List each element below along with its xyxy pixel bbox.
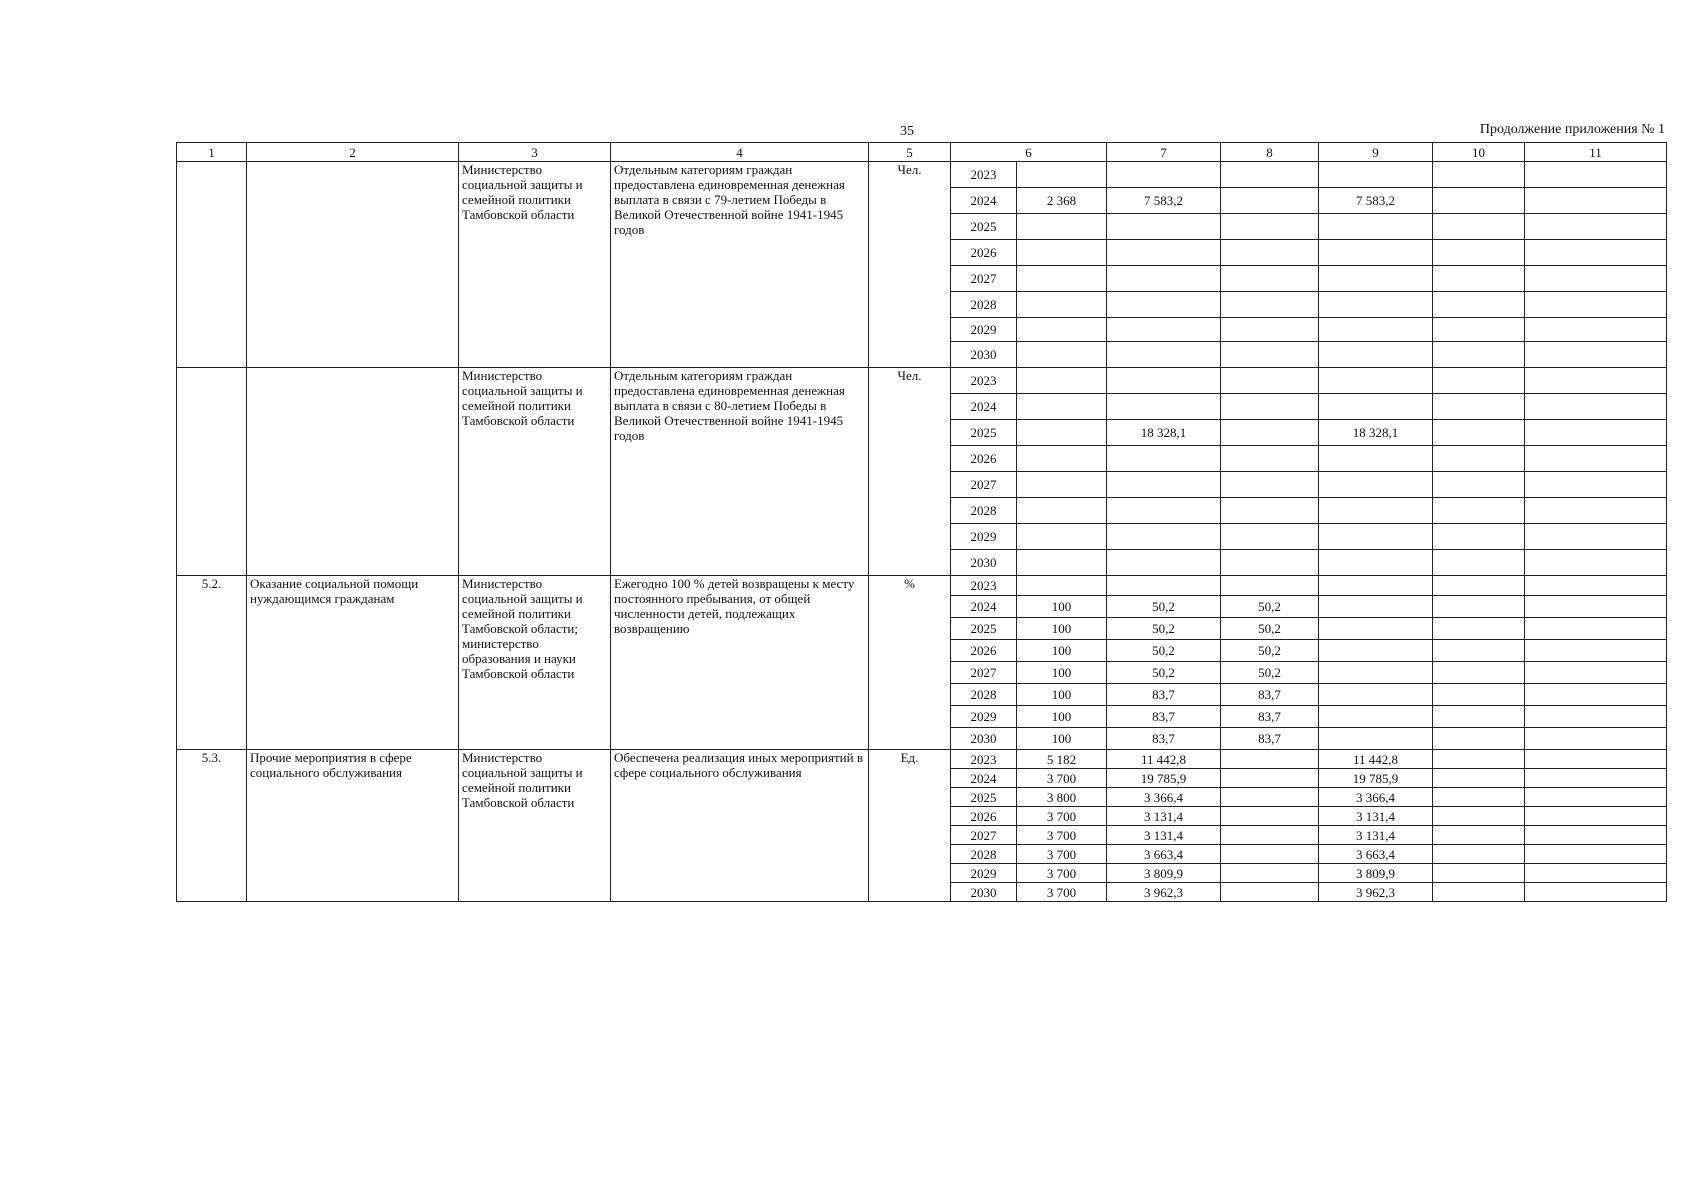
value-cell: 19 785,9 (1319, 769, 1433, 788)
year-cell: 2030 (951, 728, 1017, 750)
value-cell: 19 785,9 (1107, 769, 1221, 788)
value-cell: 3 131,4 (1319, 807, 1433, 826)
value-cell (1319, 662, 1433, 684)
header-col-9: 9 (1319, 143, 1433, 162)
year-cell: 2025 (951, 788, 1017, 807)
value-cell: 83,7 (1107, 706, 1221, 728)
value-cell (1433, 342, 1525, 368)
header-col-6: 6 (951, 143, 1107, 162)
value-cell (1107, 318, 1221, 342)
row-organization: Министерство социальной защиты и семейной политики Тамбовской области (459, 750, 611, 902)
row-unit: Чел. (869, 162, 951, 368)
value-cell: 7 583,2 (1107, 188, 1221, 214)
value-cell (1319, 684, 1433, 706)
value-cell (1433, 662, 1525, 684)
year-cell: 2029 (951, 318, 1017, 342)
value-cell: 3 700 (1017, 769, 1107, 788)
value-cell (1433, 472, 1525, 498)
value-cell (1017, 292, 1107, 318)
value-cell (1221, 368, 1319, 394)
value-cell (1107, 524, 1221, 550)
value-cell (1525, 684, 1667, 706)
value-cell: 3 809,9 (1107, 864, 1221, 883)
value-cell (1433, 318, 1525, 342)
value-cell: 50,2 (1221, 662, 1319, 684)
value-cell (1221, 162, 1319, 188)
value-cell (1319, 550, 1433, 576)
value-cell (1433, 864, 1525, 883)
value-cell: 3 366,4 (1319, 788, 1433, 807)
value-cell (1525, 769, 1667, 788)
year-cell: 2023 (951, 750, 1017, 769)
value-cell: 3 366,4 (1107, 788, 1221, 807)
value-cell (1525, 618, 1667, 640)
value-cell (1433, 684, 1525, 706)
value-cell (1319, 576, 1433, 596)
page-number: 35 (900, 124, 914, 139)
value-cell (1525, 420, 1667, 446)
table-row (177, 368, 1667, 394)
value-cell (1433, 446, 1525, 472)
value-cell (1525, 576, 1667, 596)
value-cell: 50,2 (1107, 618, 1221, 640)
value-cell (1319, 214, 1433, 240)
value-cell (1319, 618, 1433, 640)
value-cell (1017, 498, 1107, 524)
value-cell: 100 (1017, 662, 1107, 684)
year-cell: 2028 (951, 498, 1017, 524)
value-cell (1319, 728, 1433, 750)
value-cell: 3 700 (1017, 845, 1107, 864)
value-cell (1525, 394, 1667, 420)
value-cell (1221, 292, 1319, 318)
value-cell (1433, 728, 1525, 750)
value-cell (1433, 214, 1525, 240)
table-row (177, 750, 1667, 769)
value-cell: 3 962,3 (1107, 883, 1221, 902)
value-cell (1433, 769, 1525, 788)
value-cell (1221, 472, 1319, 498)
row-name (247, 162, 459, 368)
value-cell: 50,2 (1221, 618, 1319, 640)
value-cell: 100 (1017, 728, 1107, 750)
value-cell (1433, 618, 1525, 640)
value-cell (1107, 214, 1221, 240)
header-col-7: 7 (1107, 143, 1221, 162)
value-cell (1221, 446, 1319, 472)
value-cell: 100 (1017, 618, 1107, 640)
value-cell (1525, 368, 1667, 394)
year-cell: 2023 (951, 368, 1017, 394)
value-cell (1107, 292, 1221, 318)
value-cell: 83,7 (1107, 728, 1221, 750)
value-cell (1319, 162, 1433, 188)
header-col-3: 3 (459, 143, 611, 162)
value-cell: 11 442,8 (1107, 750, 1221, 769)
value-cell (1433, 550, 1525, 576)
year-cell: 2026 (951, 640, 1017, 662)
value-cell (1319, 640, 1433, 662)
value-cell (1107, 472, 1221, 498)
value-cell (1221, 240, 1319, 266)
value-cell (1107, 342, 1221, 368)
row-result: Отдельным категориям граждан предоставлена единовременная денежная выплата в связи с 79-летием Победы в Великой Отечественной войне 1941-1945 годов (611, 162, 869, 368)
year-cell: 2026 (951, 240, 1017, 266)
value-cell (1107, 368, 1221, 394)
value-cell (1319, 368, 1433, 394)
value-cell (1525, 640, 1667, 662)
year-cell: 2028 (951, 845, 1017, 864)
value-cell (1319, 266, 1433, 292)
header-row (177, 143, 1667, 162)
value-cell (1017, 394, 1107, 420)
value-cell (1017, 342, 1107, 368)
year-cell: 2027 (951, 472, 1017, 498)
program-table (176, 142, 1667, 902)
value-cell: 50,2 (1107, 640, 1221, 662)
row-unit: % (869, 576, 951, 750)
value-cell (1525, 498, 1667, 524)
value-cell (1319, 706, 1433, 728)
value-cell: 3 131,4 (1319, 826, 1433, 845)
row-number (177, 368, 247, 576)
value-cell (1433, 845, 1525, 864)
value-cell (1433, 640, 1525, 662)
value-cell (1221, 576, 1319, 596)
year-cell: 2030 (951, 342, 1017, 368)
value-cell (1525, 524, 1667, 550)
year-cell: 2024 (951, 769, 1017, 788)
row-unit: Чел. (869, 368, 951, 576)
value-cell (1107, 162, 1221, 188)
value-cell (1525, 342, 1667, 368)
value-cell (1433, 524, 1525, 550)
value-cell (1221, 550, 1319, 576)
year-cell: 2026 (951, 807, 1017, 826)
value-cell (1525, 472, 1667, 498)
value-cell (1221, 883, 1319, 902)
value-cell: 50,2 (1107, 662, 1221, 684)
value-cell: 3 962,3 (1319, 883, 1433, 902)
row-organization: Министерство социальной защиты и семейной политики Тамбовской области (459, 368, 611, 576)
year-cell: 2024 (951, 596, 1017, 618)
value-cell (1525, 883, 1667, 902)
value-cell (1525, 266, 1667, 292)
value-cell (1525, 188, 1667, 214)
value-cell (1017, 524, 1107, 550)
value-cell (1221, 342, 1319, 368)
value-cell: 83,7 (1107, 684, 1221, 706)
row-result: Обеспечена реализация иных мероприятий в сфере социального обслуживания (611, 750, 869, 902)
value-cell (1221, 394, 1319, 420)
year-cell: 2029 (951, 706, 1017, 728)
value-cell (1221, 826, 1319, 845)
value-cell: 100 (1017, 684, 1107, 706)
value-cell (1525, 662, 1667, 684)
value-cell (1433, 240, 1525, 266)
value-cell (1433, 788, 1525, 807)
value-cell: 3 700 (1017, 883, 1107, 902)
row-number: 5.2. (177, 576, 247, 750)
value-cell (1221, 214, 1319, 240)
value-cell: 50,2 (1221, 596, 1319, 618)
value-cell: 83,7 (1221, 684, 1319, 706)
value-cell (1221, 318, 1319, 342)
value-cell (1525, 550, 1667, 576)
table-row (177, 576, 1667, 596)
value-cell (1107, 576, 1221, 596)
header-col-11: 11 (1525, 143, 1667, 162)
value-cell (1221, 864, 1319, 883)
value-cell (1319, 446, 1433, 472)
value-cell (1319, 240, 1433, 266)
row-name: Оказание социальной помощи нуждающимся гражданам (247, 576, 459, 750)
value-cell (1525, 446, 1667, 472)
row-number (177, 162, 247, 368)
value-cell (1525, 807, 1667, 826)
value-cell (1017, 266, 1107, 292)
appendix-caption: Продолжение приложения № 1 (1479, 122, 1665, 137)
value-cell: 18 328,1 (1107, 420, 1221, 446)
value-cell (1107, 498, 1221, 524)
value-cell (1017, 472, 1107, 498)
row-name (247, 368, 459, 576)
value-cell (1433, 883, 1525, 902)
year-cell: 2029 (951, 864, 1017, 883)
value-cell (1319, 472, 1433, 498)
value-cell (1319, 394, 1433, 420)
value-cell (1525, 162, 1667, 188)
value-cell: 3 131,4 (1107, 807, 1221, 826)
row-number: 5.3. (177, 750, 247, 902)
year-cell: 2028 (951, 684, 1017, 706)
value-cell: 11 442,8 (1319, 750, 1433, 769)
value-cell (1433, 807, 1525, 826)
row-result: Ежегодно 100 % детей возвращены к месту постоянного пребывания, от общей численности детей, подлежащих возвращению (611, 576, 869, 750)
value-cell (1433, 368, 1525, 394)
year-cell: 2028 (951, 292, 1017, 318)
value-cell: 83,7 (1221, 728, 1319, 750)
year-cell: 2026 (951, 446, 1017, 472)
year-cell: 2027 (951, 826, 1017, 845)
year-cell: 2029 (951, 524, 1017, 550)
value-cell (1433, 188, 1525, 214)
value-cell (1433, 750, 1525, 769)
row-result: Отдельным категориям граждан предоставлена единовременная денежная выплата в связи с 80-летием Победы в Великой Отечественной войне 1941-1945 годов (611, 368, 869, 576)
value-cell (1525, 750, 1667, 769)
value-cell: 100 (1017, 640, 1107, 662)
value-cell (1221, 266, 1319, 292)
header-col-5: 5 (869, 143, 951, 162)
value-cell (1107, 394, 1221, 420)
value-cell (1525, 728, 1667, 750)
value-cell (1017, 420, 1107, 446)
year-cell: 2027 (951, 266, 1017, 292)
value-cell (1107, 240, 1221, 266)
value-cell (1017, 576, 1107, 596)
value-cell (1433, 420, 1525, 446)
value-cell: 3 809,9 (1319, 864, 1433, 883)
row-name: Прочие мероприятия в сфере социального обслуживания (247, 750, 459, 902)
value-cell (1433, 498, 1525, 524)
value-cell (1017, 368, 1107, 394)
value-cell (1221, 524, 1319, 550)
value-cell (1319, 292, 1433, 318)
year-cell: 2024 (951, 188, 1017, 214)
value-cell (1221, 750, 1319, 769)
value-cell (1525, 706, 1667, 728)
row-organization: Министерство социальной защиты и семейной политики Тамбовской области; министерство образования и науки Тамбовской области (459, 576, 611, 750)
value-cell (1525, 788, 1667, 807)
year-cell: 2023 (951, 162, 1017, 188)
value-cell: 3 800 (1017, 788, 1107, 807)
value-cell: 50,2 (1221, 640, 1319, 662)
value-cell: 3 131,4 (1107, 826, 1221, 845)
value-cell: 3 700 (1017, 807, 1107, 826)
header-col-4: 4 (611, 143, 869, 162)
value-cell: 5 182 (1017, 750, 1107, 769)
value-cell: 3 663,4 (1107, 845, 1221, 864)
value-cell (1221, 807, 1319, 826)
value-cell (1319, 342, 1433, 368)
value-cell: 3 700 (1017, 826, 1107, 845)
value-cell (1017, 318, 1107, 342)
value-cell (1525, 318, 1667, 342)
value-cell (1017, 550, 1107, 576)
row-unit: Ед. (869, 750, 951, 902)
value-cell (1017, 162, 1107, 188)
value-cell (1319, 596, 1433, 618)
header-col-10: 10 (1433, 143, 1525, 162)
value-cell: 83,7 (1221, 706, 1319, 728)
value-cell (1221, 845, 1319, 864)
year-cell: 2030 (951, 883, 1017, 902)
year-cell: 2030 (951, 550, 1017, 576)
header-col-8: 8 (1221, 143, 1319, 162)
value-cell (1525, 240, 1667, 266)
value-cell (1221, 788, 1319, 807)
year-cell: 2023 (951, 576, 1017, 596)
table-row (177, 162, 1667, 188)
value-cell (1525, 214, 1667, 240)
year-cell: 2025 (951, 618, 1017, 640)
value-cell (1221, 188, 1319, 214)
year-cell: 2024 (951, 394, 1017, 420)
value-cell (1319, 318, 1433, 342)
value-cell (1433, 596, 1525, 618)
value-cell: 7 583,2 (1319, 188, 1433, 214)
value-cell (1433, 266, 1525, 292)
value-cell (1525, 292, 1667, 318)
value-cell (1433, 394, 1525, 420)
value-cell (1433, 576, 1525, 596)
year-cell: 2025 (951, 420, 1017, 446)
value-cell (1525, 845, 1667, 864)
value-cell (1433, 826, 1525, 845)
value-cell (1525, 826, 1667, 845)
value-cell (1319, 524, 1433, 550)
value-cell (1221, 769, 1319, 788)
value-cell (1221, 498, 1319, 524)
value-cell: 3 663,4 (1319, 845, 1433, 864)
value-cell (1319, 498, 1433, 524)
value-cell: 3 700 (1017, 864, 1107, 883)
value-cell: 18 328,1 (1319, 420, 1433, 446)
year-cell: 2027 (951, 662, 1017, 684)
value-cell (1525, 864, 1667, 883)
row-organization: Министерство социальной защиты и семейной политики Тамбовской области (459, 162, 611, 368)
header-col-1: 1 (177, 143, 247, 162)
value-cell (1107, 550, 1221, 576)
value-cell: 100 (1017, 596, 1107, 618)
value-cell (1107, 446, 1221, 472)
value-cell (1433, 162, 1525, 188)
value-cell (1107, 266, 1221, 292)
value-cell (1017, 446, 1107, 472)
year-cell: 2025 (951, 214, 1017, 240)
value-cell (1017, 240, 1107, 266)
value-cell (1433, 292, 1525, 318)
value-cell (1525, 596, 1667, 618)
value-cell: 100 (1017, 706, 1107, 728)
value-cell: 2 368 (1017, 188, 1107, 214)
table-body (177, 143, 1667, 902)
value-cell (1017, 214, 1107, 240)
value-cell: 50,2 (1107, 596, 1221, 618)
header-col-2: 2 (247, 143, 459, 162)
value-cell (1433, 706, 1525, 728)
value-cell (1221, 420, 1319, 446)
